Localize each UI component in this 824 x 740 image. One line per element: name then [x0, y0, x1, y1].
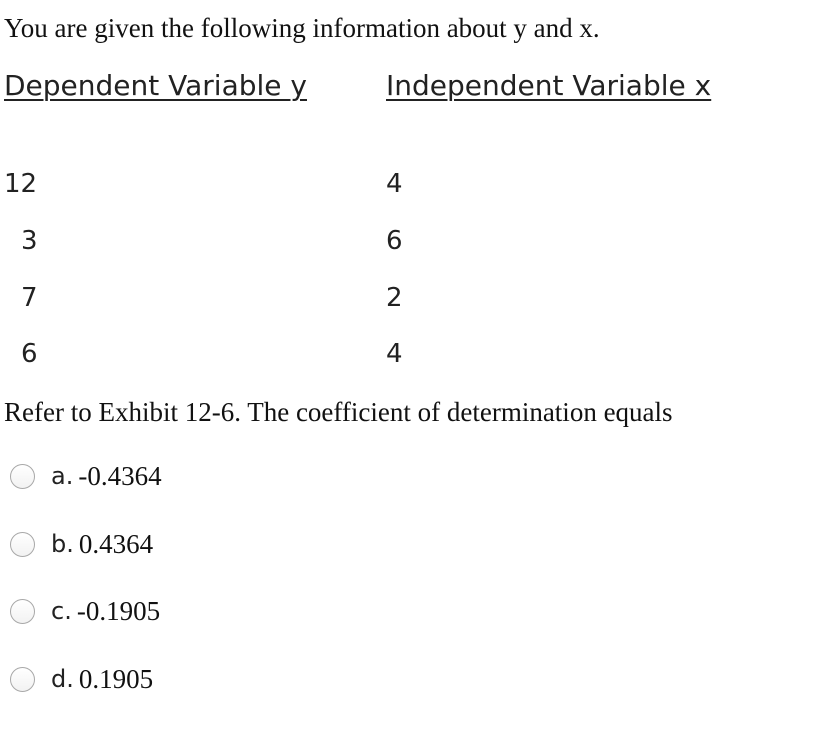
option-c-value: -0.1905: [76, 595, 161, 626]
option-c[interactable]: [10, 593, 160, 629]
radio-button-c[interactable]: [10, 599, 35, 624]
radio-button-a[interactable]: [10, 464, 35, 489]
cell-y-row-2: 3: [21, 226, 38, 256]
cell-y-row-4: 6: [21, 339, 38, 369]
option-a-value: -0.4364: [78, 460, 162, 491]
intro-text: You are given the following information about y and x.: [4, 13, 600, 43]
header-independent-variable: Independent Variable x: [386, 69, 712, 102]
option-b[interactable]: [10, 526, 153, 562]
cell-x-row-3: 2: [386, 283, 403, 313]
option-d-value: 0.1905: [78, 663, 154, 694]
option-d[interactable]: [10, 661, 153, 697]
radio-button-b[interactable]: [10, 532, 35, 557]
cell-x-row-2: 6: [386, 226, 403, 256]
option-c-letter: c.: [51, 597, 72, 625]
option-a-letter: a.: [51, 462, 74, 490]
radio-button-d[interactable]: [10, 667, 35, 692]
option-a[interactable]: [10, 458, 162, 494]
option-b-value: 0.4364: [78, 528, 154, 559]
option-b-letter: b.: [51, 530, 74, 558]
option-d-letter: d.: [51, 665, 74, 693]
cell-y-row-1: 12: [4, 169, 38, 199]
cell-x-row-4: 4: [386, 339, 403, 369]
header-dependent-variable: Dependent Variable y: [4, 69, 307, 102]
question-text: Refer to Exhibit 12-6. The coefficient of determination equals: [4, 397, 673, 427]
cell-x-row-1: 4: [386, 169, 403, 199]
cell-y-row-3: 7: [21, 283, 38, 313]
